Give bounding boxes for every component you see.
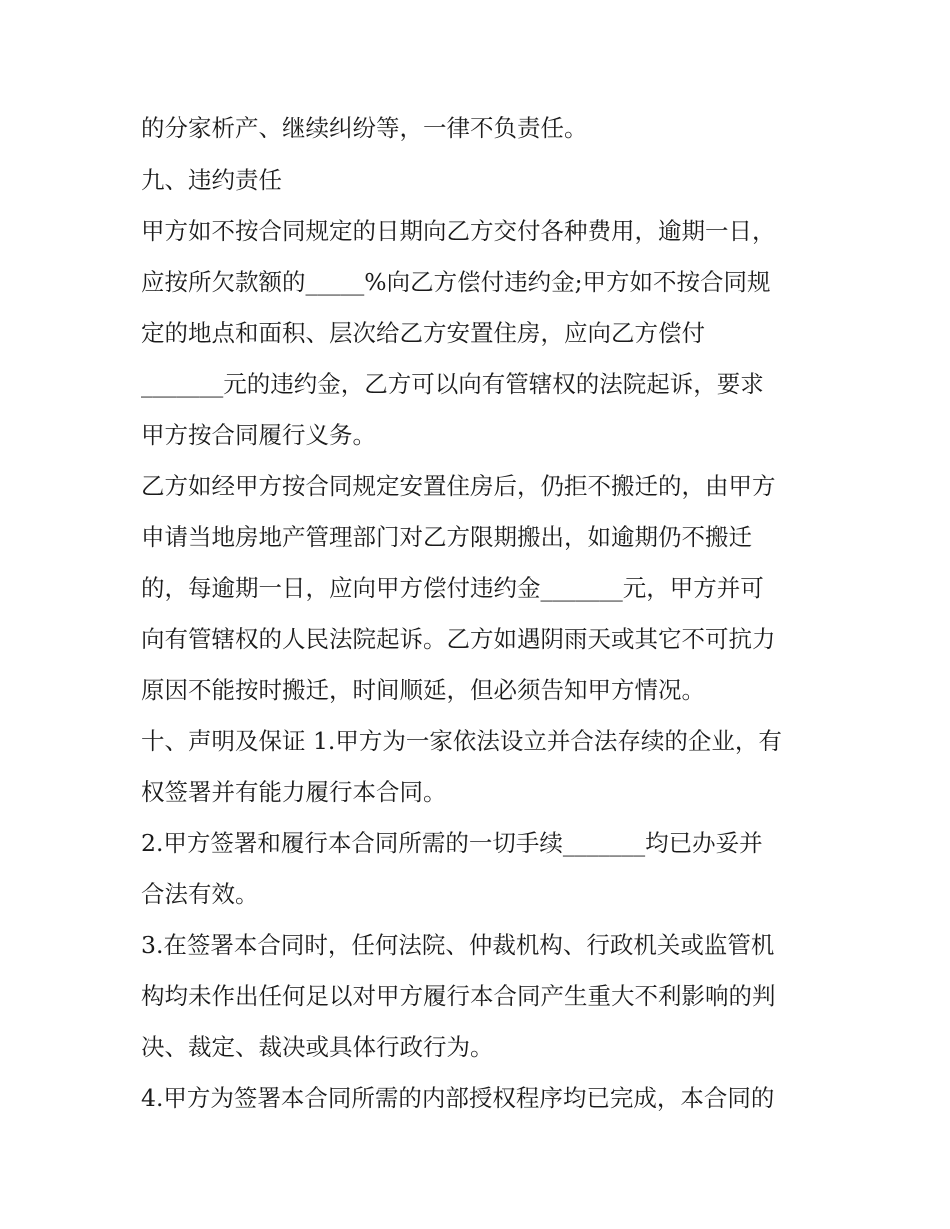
text-line: 的分家析产、继续纠纷等，一律不负责任。 — [141, 114, 588, 142]
section-heading: 九、违约责任 — [141, 166, 282, 194]
text-line: 甲方如不按合同规定的日期向乙方交付各种费用，逾期一日， — [141, 217, 776, 245]
text-line: 的，每逾期一日，应向甲方偿付违约金_______元，甲方并可 — [141, 574, 764, 602]
text-line: 向有管辖权的人民法院起诉。乙方如遇阴雨天或其它不可抗力 — [141, 625, 776, 653]
text-line: 决、裁定、裁决或具体行政行为。 — [141, 1033, 494, 1061]
text-line: 定的地点和面积、层次给乙方安置住房，应向乙方偿付 — [141, 319, 705, 347]
text-line: 乙方如经甲方按合同规定安置住房后，仍拒不搬迁的，由甲方 — [141, 472, 776, 500]
text-line: 2.甲方签署和履行本合同所需的一切手续_______均已办妥并 — [141, 829, 763, 857]
text-line: _______元的违约金，乙方可以向有管辖权的法院起诉，要求 — [141, 370, 764, 398]
text-line: 合法有效。 — [141, 880, 259, 908]
text-line: 原因不能按时搬迁，时间顺延，但必须告知甲方情况。 — [141, 676, 705, 704]
text-line: 申请当地房地产管理部门对乙方限期搬出，如逾期仍不搬迁 — [141, 523, 752, 551]
text-line: 4.甲方为签署本合同所需的内部授权程序均已完成，本合同的 — [141, 1084, 775, 1112]
text-line: 构均未作出任何足以对甲方履行本合同产生重大不利影响的判 — [141, 982, 776, 1010]
text-line: 3.在签署本合同时，任何法院、仲裁机构、行政机关或监管机 — [141, 931, 775, 959]
section-heading: 十、声明及保证 1.甲方为一家依法设立并合法存续的企业，有 — [141, 727, 782, 755]
text-line: 权签署并有能力履行本合同。 — [141, 778, 447, 806]
text-line: 甲方按合同履行义务。 — [141, 421, 376, 449]
text-line: 应按所欠款额的_____%向乙方偿付违约金;甲方如不按合同规 — [141, 268, 771, 296]
